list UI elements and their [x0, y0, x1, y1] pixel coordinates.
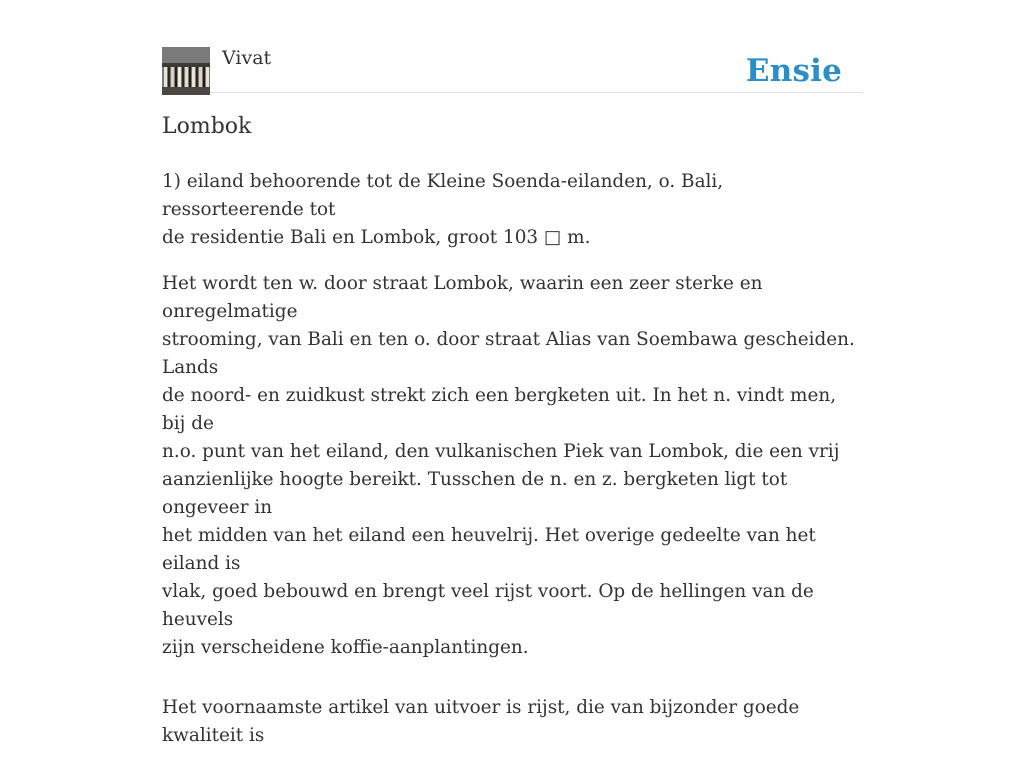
brand-logo[interactable]: Ensie	[745, 53, 842, 89]
page-title: Lombok	[162, 114, 252, 139]
article-body	[162, 168, 862, 768]
book-spines-photo-icon	[162, 47, 210, 95]
export-paragraph: Het voornaamste artikel van uitvoer is rijst, die van bijzonder goede kwaliteit is	[162, 697, 800, 746]
definition-paragraph: 1) eiland behoorende tot de Kleine Soenda-eilanden, o. Bali, ressorteerende tot de residentie Bali en Lombok, groot 103 □ m.	[162, 171, 724, 248]
avatar[interactable]	[162, 47, 210, 95]
author-name[interactable]: Vivat	[222, 47, 272, 69]
header	[162, 46, 862, 93]
description-paragraph: Het wordt ten w. door straat Lombok, waarin een zeer sterke en onregelmatige strooming, van Bali en ten o. door straat Alias van Soembawa gescheiden. Lands de noord- en zuidkust strekt zich een bergketen uit. In het n. vindt men, bij de n.o. punt van het eiland, den vulkanischen Piek van Lombok, die een vrij aanzienlijke hoogte bereikt. Tusschen de n. en z. bergketen ligt tot ongeveer in het midden van het eiland een heuvelrij. Het overige gedeelte van het eiland is vlak, goed bebouwd en brengt veel rijst voort. Op de hellingen van de heuvels zijn verscheidene koffie-aanplantingen.	[162, 273, 855, 658]
